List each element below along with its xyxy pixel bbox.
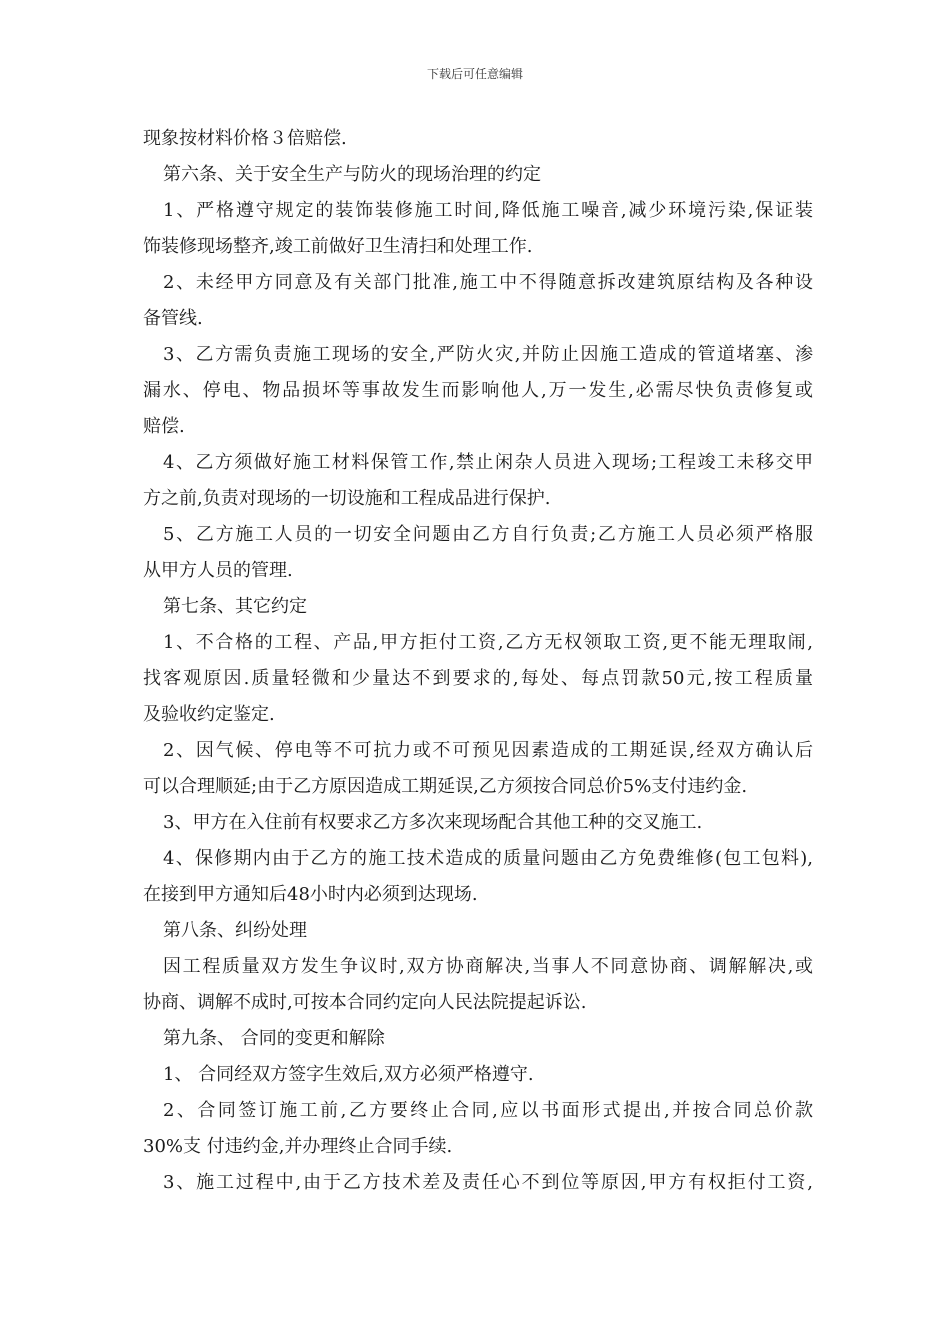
text-line: 3、乙方需负责施工现场的安全,严防火灾,并防止因施工造成的管道堵塞、渗 <box>163 344 813 365</box>
text-line: 3、施工过程中,由于乙方技术差及责任心不到位等原因,甲方有权拒付工资, <box>163 1172 813 1193</box>
text-line: 4、乙方须做好施工材料保管工作,禁止闲杂人员进入现场;工程竣工未移交甲 <box>163 452 813 473</box>
text-line: 5、乙方施工人员的一切安全问题由乙方自行负责;乙方施工人员必须严格服 <box>163 524 813 545</box>
text-line: 漏水、停电、物品损坏等事故发生而影响他人,万一发生,必需尽快负责修复或 <box>143 380 813 401</box>
text-line: 协商、调解不成时,可按本合同约定向人民法院提起诉讼. <box>143 992 587 1013</box>
text-line: 赔偿. <box>143 416 185 437</box>
text-line: 备管线. <box>143 308 203 329</box>
page-header-note: 下载后可任意编辑 <box>426 67 523 81</box>
document-body <box>143 121 813 1201</box>
text-line: 第七条、其它约定 <box>163 596 307 617</box>
text-line: 在接到甲方通知后48小时内必须到达现场. <box>143 884 478 905</box>
text-line: 30%支 付违约金,并办理终止合同手续. <box>143 1136 453 1157</box>
text-line: 1、严格遵守规定的装饰装修施工时间,降低施工噪音,减少环境污染,保证装 <box>163 200 813 221</box>
text-line: 第八条、纠纷处理 <box>163 920 307 941</box>
text-line: 饰装修现场整齐,竣工前做好卫生清扫和处理工作. <box>143 236 533 257</box>
text-line: 从甲方人员的管理. <box>143 560 293 581</box>
text-line: 1、不合格的工程、产品,甲方拒付工资,乙方无权领取工资,更不能无理取闹, <box>163 632 813 653</box>
text-line: 方之前,负责对现场的一切设施和工程成品进行保护. <box>143 488 551 509</box>
text-line: 2、因气候、停电等不可抗力或不可预见因素造成的工期延误,经双方确认后 <box>163 740 813 761</box>
text-line: 2、合同签订施工前,乙方要终止合同,应以书面形式提出,并按合同总价款 <box>163 1100 813 1121</box>
text-line: 现象按材料价格３倍赔偿. <box>143 128 347 149</box>
text-line: 3、甲方在入住前有权要求乙方多次来现场配合其他工种的交叉施工. <box>163 812 703 833</box>
text-line: 第九条、 合同的变更和解除 <box>163 1028 385 1049</box>
text-line: 及验收约定鉴定. <box>143 704 275 725</box>
text-line: 2、未经甲方同意及有关部门批准,施工中不得随意拆改建筑原结构及各种设 <box>163 272 813 293</box>
text-line: 可以合理顺延;由于乙方原因造成工期延误,乙方须按合同总价5%支付违约金. <box>143 776 748 797</box>
text-line: 4、保修期内由于乙方的施工技术造成的质量问题由乙方免费维修(包工包料), <box>163 848 813 869</box>
text-line: 第六条、关于安全生产与防火的现场治理的约定 <box>163 164 541 185</box>
text-line: 1、 合同经双方签字生效后,双方必须严格遵守. <box>163 1064 534 1085</box>
text-line: 找客观原因.质量轻微和少量达不到要求的,每处、每点罚款50元,按工程质量 <box>143 668 813 689</box>
text-line: 因工程质量双方发生争议时,双方协商解决,当事人不同意协商、调解解决,或 <box>163 956 813 977</box>
